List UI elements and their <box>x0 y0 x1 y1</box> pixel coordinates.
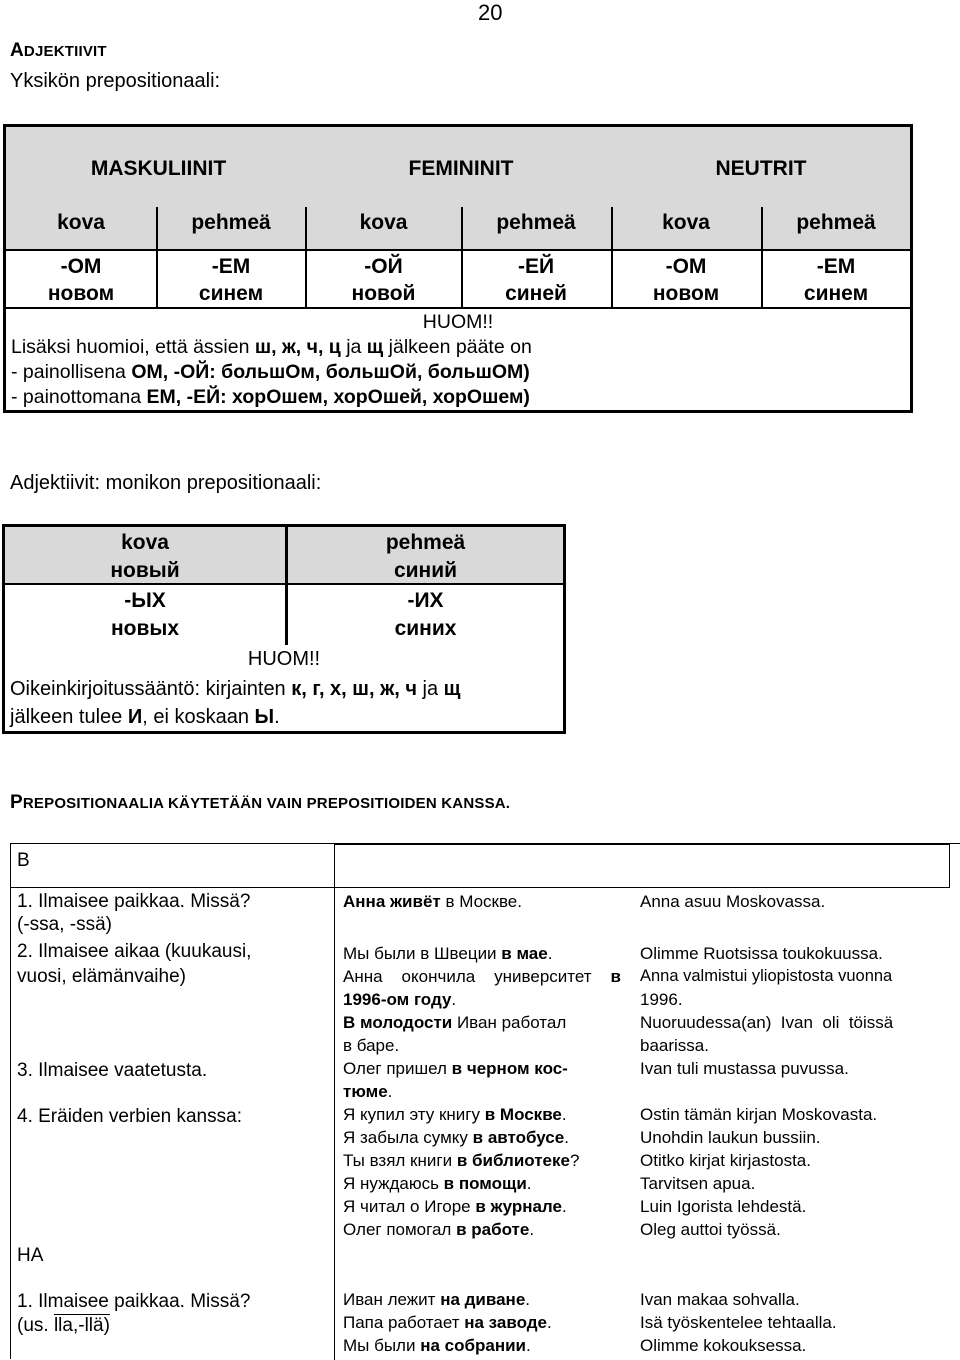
example-ru: В молодости Иван работал <box>343 1013 567 1032</box>
example-ru: Мы были на собрании. <box>343 1336 531 1355</box>
subtitle-singular: Yksikön prepositionaali: <box>10 70 221 92</box>
section-usage-title: PREPOSITIONAALIA KÄYTETÄÄN VAIN PREPOSITIOIDEN KANSSA. <box>10 792 511 813</box>
spelling-rule: Oikeinkirjoitussääntö: kirjainten к, г, х, ш, ж, ч ja щ jälkeen tulee И, ei koskaan Ы. <box>10 678 461 728</box>
example-fi: Unohdin laukun bussiin. <box>640 1128 821 1147</box>
hard-stem-cell: kova новый <box>110 531 180 582</box>
example-fi: Nuoruudessa(an) Ivan oli töissä <box>640 1013 894 1032</box>
example-ru: Ты взял книги в библиотеке? <box>343 1151 580 1170</box>
na-use-1: 1. Ilmaisee paikkaa. Missä? <box>17 1291 251 1312</box>
singular-table <box>3 124 913 413</box>
section-title-cap: A <box>10 40 24 61</box>
example-fi: Olimme Ruotsissa toukokuussa. <box>640 944 883 963</box>
note-title: HUOM!! <box>422 311 494 333</box>
use-2: 2. Ilmaisee aikaa (kuukausi, <box>17 941 252 962</box>
example-fi: Ivan tuli mustassa puvussa. <box>640 1059 849 1078</box>
example-fi: baarissa. <box>640 1036 709 1055</box>
ending-cell: -ОЙ новой <box>351 255 416 305</box>
example-fi: Ostin tämän kirjan Moskovasta. <box>640 1105 878 1124</box>
example-ru: 1996-ом году. <box>343 990 457 1009</box>
page-number: 20 <box>478 0 503 25</box>
use-3: 3. Ilmaisee vaatetusta. <box>17 1060 208 1081</box>
stem-cell: pehmeä <box>796 211 876 234</box>
stem-cell: pehmeä <box>191 211 271 234</box>
head-na: НА <box>17 1245 44 1266</box>
example-ru: Анна живёт в Москве. <box>343 892 522 911</box>
na-use-1b: (us. lla,-llä) <box>17 1315 110 1336</box>
example-fi: Anna valmistui yliopistosta vuonna <box>640 967 893 985</box>
head-v: В <box>17 850 30 871</box>
ending-cell: -ОМ новом <box>47 255 115 305</box>
ending-cell: -ОМ новом <box>652 255 720 305</box>
section-title <box>10 40 107 62</box>
plural-table <box>2 524 566 734</box>
soft-ending-cell: -ИХ синих <box>394 589 457 640</box>
ending-cell: -ЕМ синем <box>803 255 869 305</box>
use-4: 4. Eräiden verbien kanssa: <box>17 1106 242 1127</box>
gender-neuter: NEUTRIT <box>715 157 807 180</box>
example-ru: в баре. <box>343 1036 400 1055</box>
example-fi: Tarvitsen apua. <box>640 1174 756 1193</box>
use-2b: vuosi, elämänvaihe) <box>17 966 186 987</box>
example-fi: Ivan makaa sohvalla. <box>640 1290 800 1309</box>
example-fi: Isä työskentelee tehtaalla. <box>640 1313 837 1332</box>
example-ru: Я нуждаюсь в помощи. <box>343 1174 532 1193</box>
stem-cell: kova <box>662 211 710 234</box>
section-title-rest: DJEKTIIVIT <box>23 43 107 60</box>
example-ru: Олег пришел в черном кос- <box>343 1059 568 1078</box>
example-ru: Я купил эту книгу в Москве. <box>343 1105 567 1124</box>
ending-cell: -ЕМ синем <box>198 255 264 305</box>
usage-table <box>10 843 960 1359</box>
example-fi: Anna asuu Moskovassa. <box>640 892 826 911</box>
example-fi: Luin Igorista lehdestä. <box>640 1197 807 1216</box>
example-ru: Я читал о Игоре в журнале. <box>343 1197 567 1216</box>
note-text: Lisäksi huomioi, että ässien ш, ж, ч, ц ja щ jälkeen pääte on - painollisena ОМ, -ОЙ: большОм, большОй, большОМ) - painottomana ЕМ, -ЕЙ: хорОшем, хорОшей, хорОшем) <box>11 336 532 408</box>
ending-cell: -ЕЙ синей <box>505 255 567 305</box>
stem-cell: pehmeä <box>496 211 576 234</box>
use-1b: (-ssa, -ssä) <box>17 914 112 935</box>
gender-feminine: FEMININIT <box>408 157 514 180</box>
example-ru: Мы были в Швеции в мае. <box>343 944 553 963</box>
stem-cell: kova <box>359 211 408 234</box>
example-ru: Иван лежит на диване. <box>343 1290 531 1309</box>
example-fi: Oleg auttoi työssä. <box>640 1220 781 1239</box>
example-fi: Olimme kokouksessa. <box>640 1336 807 1355</box>
hard-ending-cell: -ЫХ новых <box>110 589 180 640</box>
example-ru: тюме. <box>343 1082 393 1101</box>
subtitle-plural: Adjektiivit: monikon prepositionaali: <box>10 472 322 494</box>
use-1: 1. Ilmaisee paikkaa. Missä? <box>17 891 251 912</box>
stem-cell: kova <box>57 211 105 234</box>
gender-masculine: MASKULIINIT <box>90 157 227 180</box>
example-fi: 1996. <box>640 990 683 1009</box>
example-fi: Otitko kirjat kirjastosta. <box>640 1151 811 1170</box>
example-ru: Папа работает на заводе. <box>343 1313 552 1332</box>
example-ru: Анна окончила университет в <box>343 967 621 986</box>
example-ru: Я забыла сумку в автобусе. <box>343 1128 569 1147</box>
example-ru: Олег помогал в работе. <box>343 1220 535 1239</box>
soft-stem-cell: pehmeä синий <box>385 531 466 582</box>
note-title: HUOM!! <box>247 648 321 670</box>
